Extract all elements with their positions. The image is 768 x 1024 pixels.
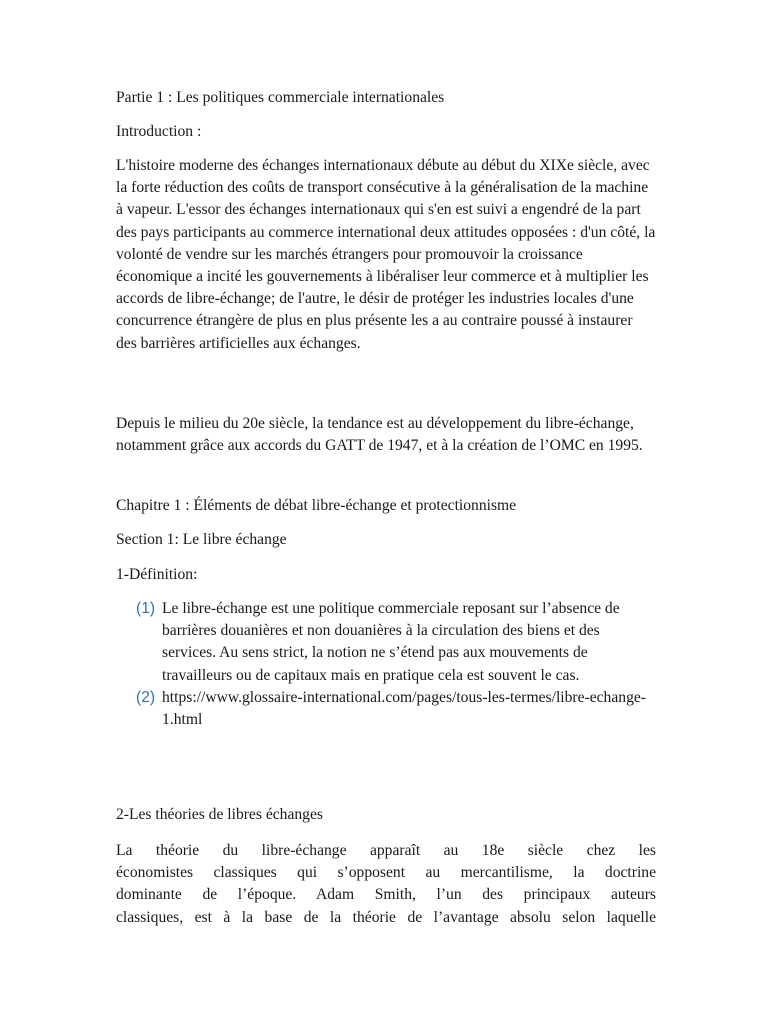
- intro-paragraph: L'histoire moderne des échanges internationaux débute au début du XIXe siècle, avec la forte réduction des coûts de transport consécutive à la généralisation de la machine à vapeur. L'essor des échanges internationaux qui s'en est suivi a engendré de la part des pays participants au commerce international deux attitudes opposées : d'un côté, la volonté de vendre sur les marchés étrangers pour promouvoir la croissance économique a incité les gouvernements à libéraliser leur commerce et à multiplier les accords de libre-échange; de l'autre, le désir de protéger les industries locales d'une concurrence étrangère de plus en plus présente les a au contraire poussé à instaurer des barrières artificielles aux échanges.: [116, 157, 656, 352]
- theories-line: dominante de l’époque. Adam Smith, l’un des principaux auteurs: [116, 886, 656, 904]
- definition-item: [136, 598, 656, 687]
- theories-line: classiques, est à la base de la théorie de l’avantage absolu selon laquelle: [116, 908, 656, 926]
- theories-paragraph: [116, 840, 656, 929]
- theories-heading: 2-Les théories de libres échanges: [116, 806, 323, 823]
- definition-item: [136, 687, 656, 731]
- definition-list: [136, 598, 656, 731]
- section-title: Section 1: Le libre échange: [116, 531, 287, 548]
- intro-heading: Introduction :: [116, 123, 202, 140]
- definition-heading: 1-Définition:: [116, 566, 198, 583]
- theories-line: La théorie du libre-échange apparaît au 18e siècle chez les: [116, 842, 656, 859]
- definition-text: Le libre-échange est une politique commerciale reposant sur l’absence de barrières douanières et non douanières à la circulation des biens et des services. Au sens strict, la notion ne s’étend pas aux mouvements de travailleurs ou de capitaux mais en pratique cela est souvent le cas.: [162, 600, 620, 684]
- footnote-number: (2): [136, 688, 156, 706]
- second-paragraph: Depuis le milieu du 20e siècle, la tendance est au développement du libre-échange, notamment grâce aux accords du GATT de 1947, et à la création de l’OMC en 1995.: [116, 415, 643, 455]
- part-title: Partie 1 : Les politiques commerciale internationales: [116, 89, 445, 106]
- theories-line: économistes classiques qui s’opposent au mercantilisme, la doctrine: [116, 864, 656, 882]
- definition-link[interactable]: https://www.glossaire-international.com/pages/tous-les-termes/libre-echange-1.html: [162, 688, 646, 729]
- footnote-number: (1): [136, 600, 156, 617]
- chapter-title: Chapitre 1 : Éléments de débat libre-échange et protectionnisme: [116, 497, 517, 514]
